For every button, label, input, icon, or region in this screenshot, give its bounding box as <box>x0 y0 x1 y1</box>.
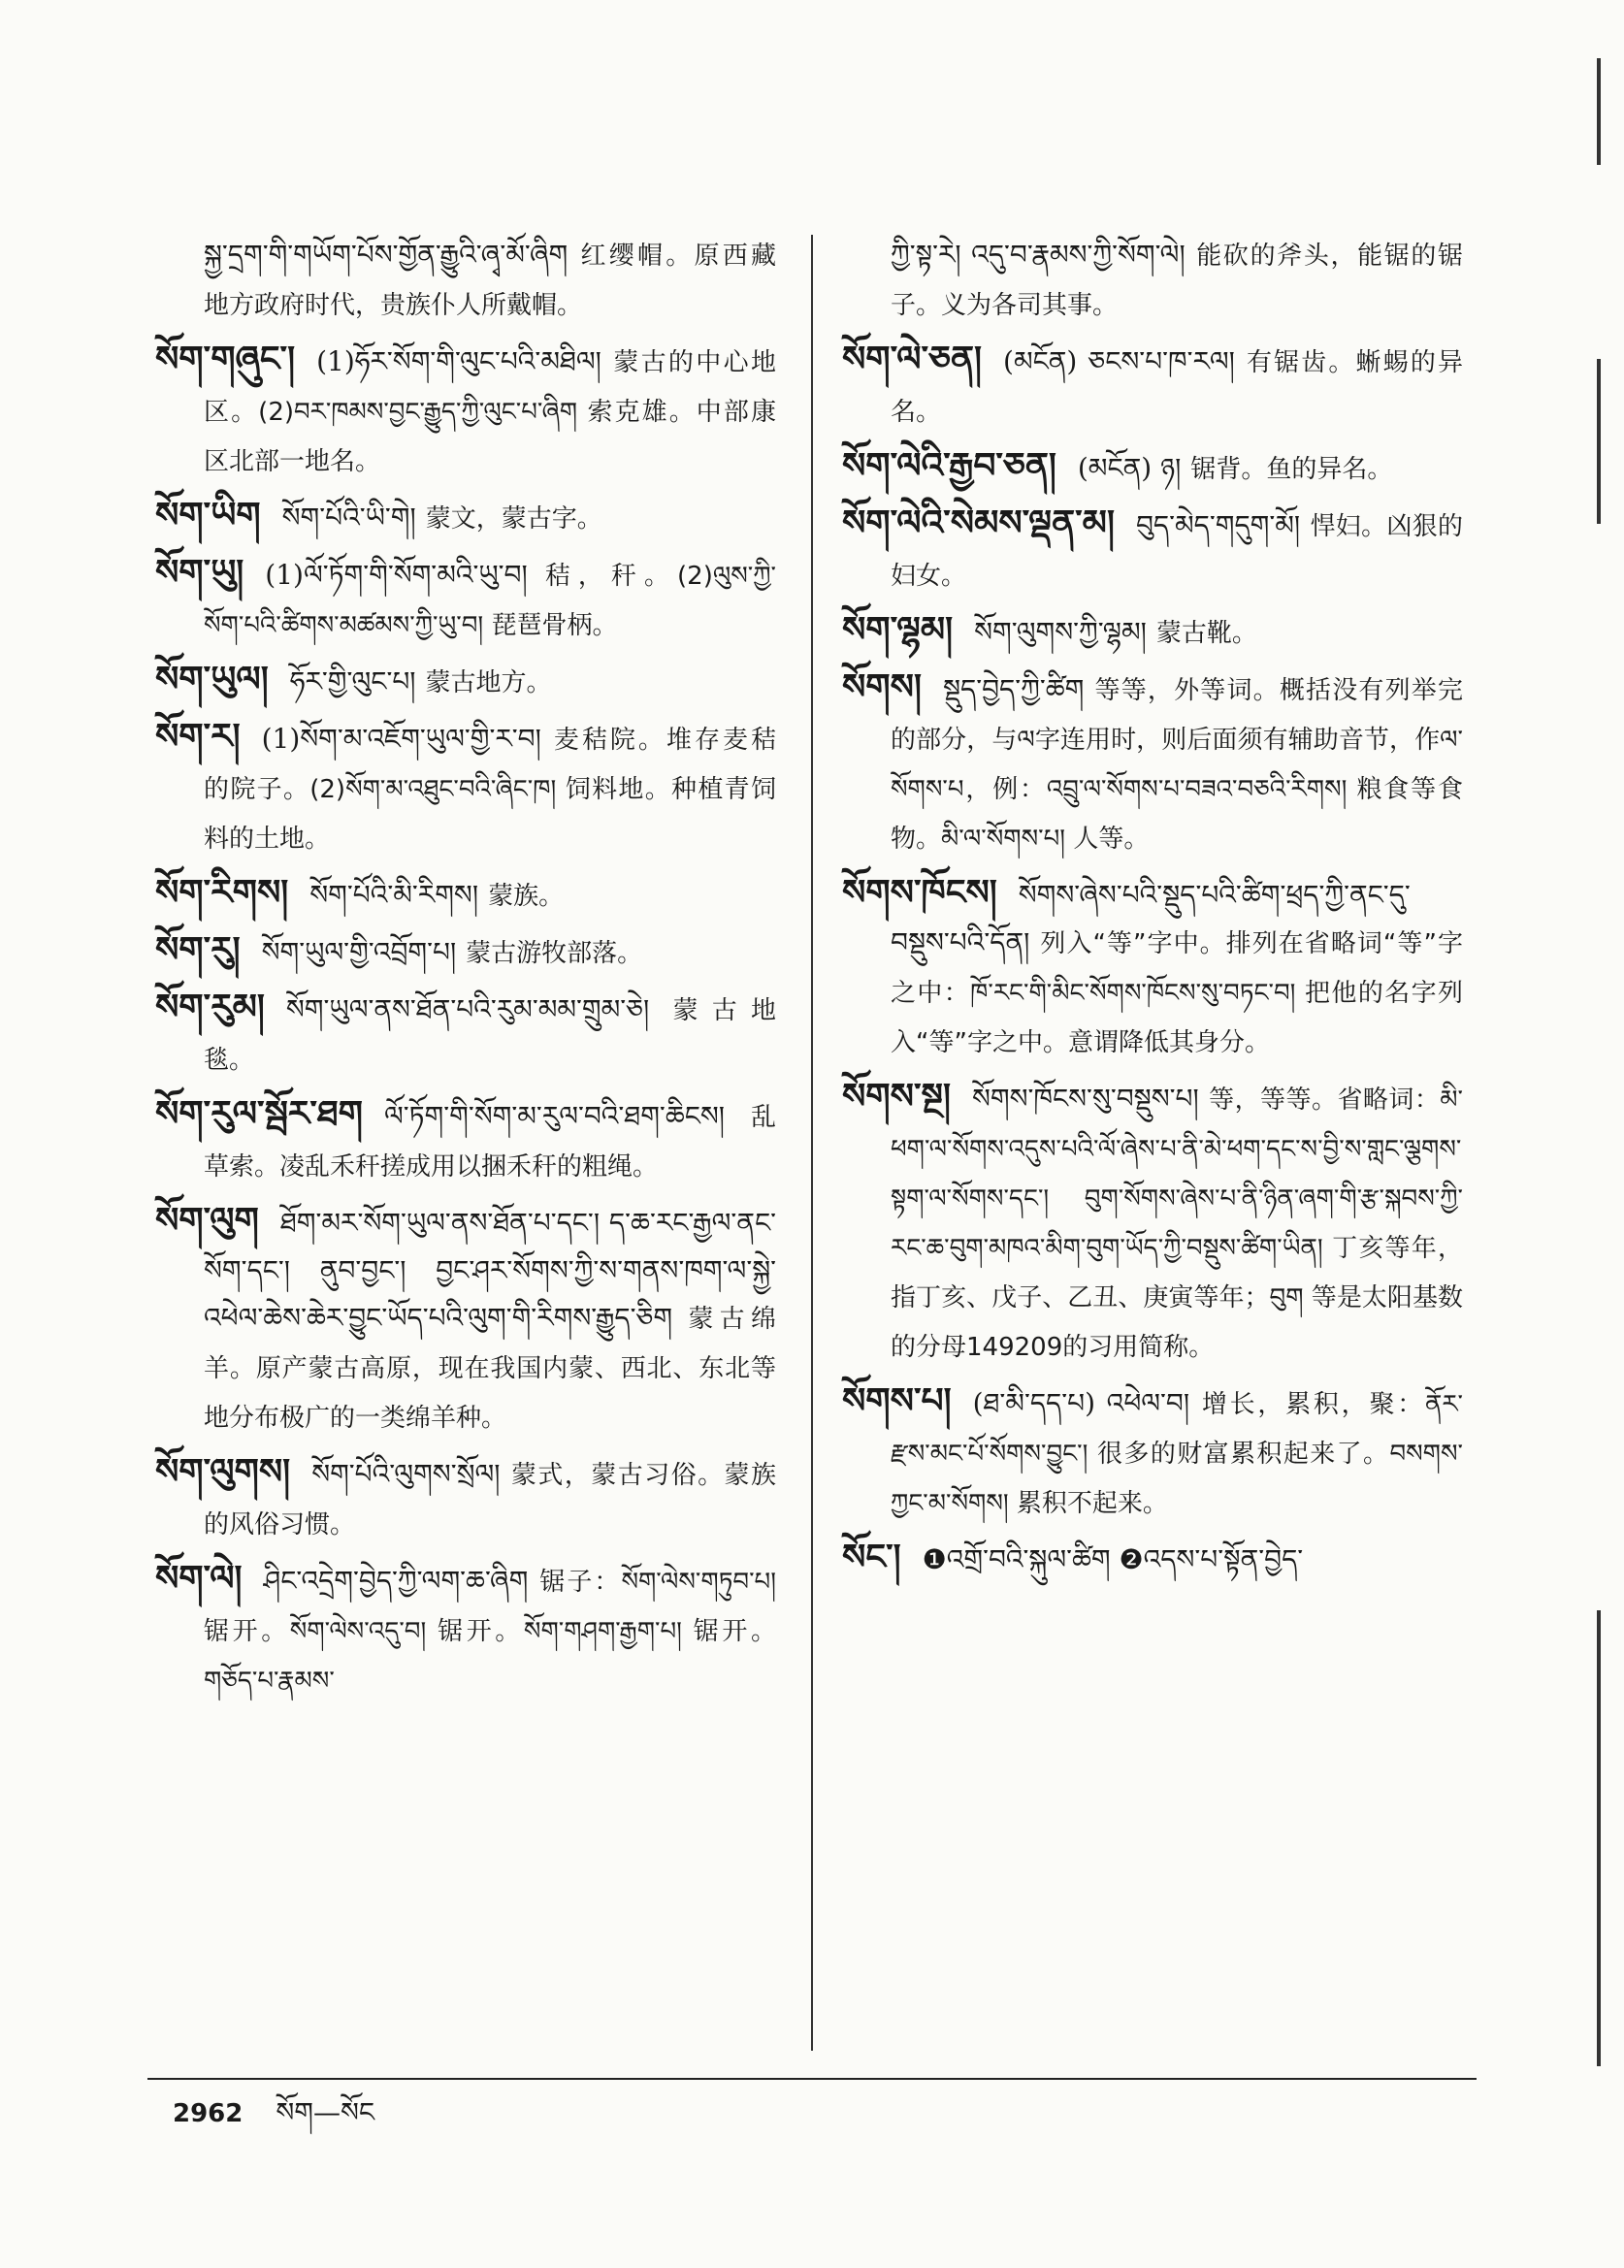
entry-tibetan: (ཐ་མི་དད་པ) འཕེལ་བ། <box>972 1387 1190 1419</box>
entry-tibetan: (1)ཧོར་སོག་གི་ལུང་པའི་མཐིལ། <box>316 345 601 377</box>
entry <box>842 1534 1463 1585</box>
entry-headword: སོག་རིགས། <box>155 872 289 913</box>
entry-tibetan: སྡུད་བྱེད་ཀྱི་ཚིག <box>942 673 1085 705</box>
entry-tibetan: ❶འགྲོ་བའི་སྐུལ་ཚིག ❷འདས་པ་སྟོན་བྱེད་ <box>922 1543 1304 1575</box>
entry-tibetan: (1)སོག་མ་འཇོག་ཡུལ་གྱི་ར་བ། <box>261 723 541 755</box>
entry-chinese: 锯背。鱼的异名。 <box>1190 455 1393 484</box>
entry-chinese: 等等，外等词。概括没有列举完的部分，与ལ字连用时，则后面须有辅助音节，作ལ་སོགས་པ，例：འབྲུ་ལ་སོགས་པ་བཟའ་བཅའི་རིགས། 粮食等食物。མི་ལ་སོགས་པ། 人等。 <box>891 676 1463 854</box>
entry-chinese: 列入“等”字中。排列在省略词“等”字之中：ཁོ་རང་གི་མིང་སོགས་ཁོངས་སུ་བཏང་བ། 把他的名字列入“等”字之中。意谓降低其身分。 <box>891 929 1463 1057</box>
entry-chinese: 悍妇。凶狠的妇女。 <box>891 512 1463 591</box>
entry-headword: སོག་ཡུལ། <box>155 659 269 699</box>
scan-edge-marks <box>1572 0 1610 2268</box>
entry <box>155 549 776 650</box>
entry <box>155 1555 776 1705</box>
column-divider <box>811 235 813 2051</box>
entry-headword: སོགས་པ། <box>842 1380 952 1421</box>
entry-headword: སོག་ལེའི་རྒྱབ་ཅན། <box>842 445 1056 486</box>
entry <box>155 1448 776 1549</box>
entry <box>842 1377 1463 1528</box>
entry-chinese: 蒙族。 <box>488 882 565 911</box>
entry-chinese: 蒙古地毯。 <box>204 996 776 1075</box>
entry-headword: སོགས་ཁོངས། <box>842 872 997 913</box>
entry-tibetan: སོག་ལུགས་ཀྱི་ལྷམ། <box>974 616 1147 648</box>
entry <box>155 926 776 978</box>
entry-tibetan: སོག་པོའི་མི་རིགས། <box>309 879 479 911</box>
footer-rule <box>147 2078 1477 2080</box>
page-number: 2962 <box>173 2099 244 2128</box>
entry-tibetan: སོགས་ཞེས་པའི་སྡུད་པའི་ཚིག་ཕྲད་ཀྱི་ནང་དུ་བསྡུས་པའི་དོན། <box>891 879 1411 958</box>
entry-tibetan: སོག་པོའི་ལུགས་སྲོལ། <box>311 1458 501 1490</box>
entry-headword: སོག་གཞུང་། <box>155 339 296 379</box>
right-column <box>842 231 1463 1591</box>
entry-tibetan: སོག་ཡུལ་གྱི་འབྲོག་པ། <box>261 936 457 968</box>
entry <box>155 336 776 486</box>
entry-tibetan: (མངོན) ཉ། <box>1077 452 1182 484</box>
entry-headword: སོག་ར། <box>155 716 241 757</box>
entry-chinese: 秸，秆。(2)ལུས་ཀྱི་སོག་པའི་ཚིགས་མཚམས་ཀྱི་ཡུ་བ། 琵琶骨柄。 <box>204 562 776 640</box>
entry-tibetan: སོག་ཡུལ་ནས་ཐོན་པའི་རུམ་མམ་གྲུམ་ཅེ། <box>285 993 650 1025</box>
entry-chinese: 有锯齿。蜥蜴的异名。 <box>891 348 1463 427</box>
entry-headword: སོགས། <box>842 666 922 707</box>
entry <box>842 606 1463 658</box>
entry-chinese: 乱草索。凌乱禾秆搓成用以捆禾秆的粗绳。 <box>204 1103 776 1182</box>
entry-headword: སོག་ལེ། <box>155 1558 243 1599</box>
entry-chinese: 蒙古靴。 <box>1155 619 1257 648</box>
entry <box>155 1197 776 1442</box>
entry-headword: སོག་ལེའི་སེམས་ལྡན་མ། <box>842 502 1115 543</box>
entry-chinese: 锯子：སོག་ལེས་གཏུབ་པ། 锯开。སོག་ལེས་འདུ་བ། 锯开。སོག་གཤག་རྒྱག་པ། 锯开。གཅོད་པ་རྣམས་ <box>204 1568 776 1696</box>
entry-headword: སོག་ལུགས། <box>155 1451 291 1492</box>
entry <box>842 664 1463 863</box>
entry <box>155 1090 776 1191</box>
entry-tibetan: སོགས་ཁོངས་སུ་བསྡུས་པ། <box>972 1083 1199 1115</box>
entry-tibetan: ལོ་ཏོག་གི་སོག་མ་རུལ་བའི་ཐག་ཆིངས། <box>383 1100 726 1132</box>
entry-tibetan: ཤིང་འདྲེག་བྱེད་ཀྱི་ལག་ཆ་ཞིག <box>263 1565 529 1597</box>
entry-headword: སོག་ཡིག <box>155 495 261 535</box>
left-column <box>155 231 776 1711</box>
entry <box>155 869 776 921</box>
entry <box>842 231 1463 330</box>
entry <box>155 984 776 1085</box>
entry-headword: སོག་རུམ། <box>155 987 265 1027</box>
entry-tibetan: (མངོན) ཅངས་པ་ཁ་རལ། <box>1003 345 1235 377</box>
entry-tibetan: ཐོག་མར་སོག་ཡུལ་ནས་ཐོན་པ་དང་། ད་ཆ་རང་རྒྱལ་ནང་སོག་དང་། ནུབ་བྱང་། བྱང་ཤར་སོགས་ཀྱི་ས་གནས་ཁག་ལ་སྐྱེ་འཕེལ་ཆེས་ཆེར་བྱུང་ཡོད་པའི་ལུག་གི་རིགས་རྒྱུད་ཅིག <box>204 1207 776 1334</box>
entry-tibetan: ཀྱི་སྟ་རེ། འདུ་བ་རྣམས་ཀྱི་སོག་ལེ། <box>891 239 1186 271</box>
entry-headword: སོགས་སྔ། <box>842 1076 951 1117</box>
entry-headword: སོག་ལྷམ། <box>842 609 954 650</box>
entry-chinese: 等，等等。省略词：མི་ཕག་ལ་སོགས་འདུས་པའི་ལོ་ཞེས་པ་ནི་མེ་ཕག་དང་ས་བྱི་ས་གླང་ལྕགས་སྟག་ལ་སོགས་དང་། བུག་སོགས་ཞེས་པ་ནི་ཉིན་ཞག་གི་རྩ་སྐབས་ཀྱི་རང་ཆ་བུག་མཁའ་མིག་བུག་ཡོད་ཀྱི་བསྡུས་ཚིག་ཡིན། 丁亥等年，指丁亥、戊子、乙丑、庚寅等年；བུག 等是太阳基数的分母149209的习用简称。 <box>891 1085 1463 1362</box>
entry <box>155 656 776 707</box>
entry <box>842 1073 1463 1372</box>
entry-headword: སོག་ལུག <box>155 1200 259 1241</box>
entry-chinese: 蒙古绵羊。原产蒙古高原，现在我国内蒙、西北、东北等地分布极广的一类绵羊种。 <box>204 1305 776 1433</box>
entry <box>842 500 1463 600</box>
entry-headword: སོག་ལེ་ཅན། <box>842 339 983 379</box>
page-footer <box>173 2093 374 2133</box>
entry-tibetan: སོག་པོའི་ཡི་གེ། <box>281 502 416 534</box>
entry <box>155 713 776 863</box>
entry <box>842 336 1463 437</box>
entry-headword: སོག་རུལ་སྦོར་ཐག <box>155 1093 363 1134</box>
entry-headword: སོག་ཡུ། <box>155 552 244 593</box>
entry-chinese: 蒙式，蒙古习俗。蒙族的风俗习惯。 <box>204 1461 776 1539</box>
entry-chinese: 能砍的斧头，能锯的锯子。义为各司其事。 <box>891 242 1463 320</box>
entry <box>842 869 1463 1067</box>
entry-chinese: 增长，累积，聚：ནོར་རྫས་མང་པོ་སོགས་བྱུང་། 很多的财富累积起来了。བསགས་ཀྱང་མ་སོགས། 累积不起来。 <box>891 1390 1463 1518</box>
entry-chinese: 蒙古地方。 <box>425 668 552 697</box>
entry <box>155 492 776 543</box>
entry-headword: སོང་། <box>842 1537 901 1577</box>
entry-headword: སོག་རུ། <box>155 929 241 970</box>
entry-chinese: 麦秸院。堆存麦秸的院子。(2)སོག་མ་འཐུང་བའི་ཞིང་ཁ། 饲料地。种植青饲料的土地。 <box>204 726 776 854</box>
page-range: སོག—སོང <box>276 2096 375 2128</box>
entry <box>155 231 776 330</box>
entry-chinese: 红缨帽。原西藏地方政府时代，贵族仆人所戴帽。 <box>204 242 776 320</box>
entry-tibetan: སྐྱ་དྲག་གི་གཡོག་པོས་གྱོན་རྒྱུའི་ཞྭ་མོ་ཞིག <box>204 239 568 271</box>
entry <box>842 442 1463 494</box>
entry-chinese: 蒙文，蒙古字。 <box>425 504 602 534</box>
entry-chinese: 蒙古游牧部落。 <box>466 939 643 968</box>
entry-tibetan: (1)ལོ་ཏོག་གི་སོག་མའི་ཡུ་བ། <box>265 559 528 591</box>
entry-tibetan: ཧོར་གྱི་ལུང་པ། <box>289 665 416 697</box>
entry-chinese: 蒙古的中心地区。(2)བར་ཁམས་བྱང་རྒྱུད་ཀྱི་ལུང་པ་ཞིག 索克雄。中部康区北部一地名。 <box>204 348 776 476</box>
entry-tibetan: བུད་མེད་གདུག་མོ། <box>1135 509 1301 541</box>
